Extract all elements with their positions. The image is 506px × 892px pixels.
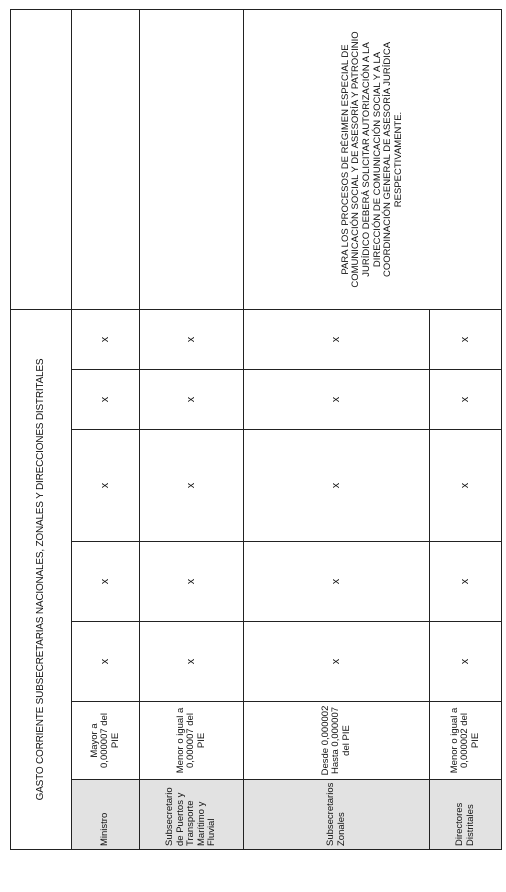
- note-cell: [140, 10, 244, 310]
- authorization-table: [10, 9, 502, 850]
- mark-cell: x: [430, 370, 502, 430]
- mark-cell: x: [140, 310, 244, 370]
- role-cell: Directores Distritales: [430, 780, 502, 850]
- mark-cell: x: [72, 310, 140, 370]
- mark-cell: x: [72, 430, 140, 542]
- mark-cell: x: [430, 542, 502, 622]
- threshold-cell: Mayor a 0,000007 del PIE: [72, 702, 140, 780]
- mark-cell: x: [72, 622, 140, 702]
- mark-cell: x: [140, 370, 244, 430]
- table-title: GASTO CORRIENTE SUBSECRETARIAS NACIONALES, ZONALES Y DIRECCIONES DISTRITALES: [11, 310, 72, 850]
- role-cell: Subsecretarios Zonales: [244, 780, 430, 850]
- mark-cell: x: [140, 622, 244, 702]
- header-empty-cell: [11, 10, 72, 310]
- mark-cell: x: [430, 430, 502, 542]
- note-cell: [72, 10, 140, 310]
- mark-cell: x: [140, 542, 244, 622]
- threshold-cell: Menor o igual a 0,000007 del PIE: [140, 702, 244, 780]
- mark-cell: x: [244, 430, 430, 542]
- role-cell: Ministro: [72, 780, 140, 850]
- mark-cell: x: [244, 370, 430, 430]
- threshold-cell: Desde 0,000002 Hasta 0,000007 del PIE: [244, 702, 430, 780]
- mark-cell: x: [244, 622, 430, 702]
- mark-cell: x: [430, 310, 502, 370]
- mark-cell: x: [244, 310, 430, 370]
- mark-cell: x: [244, 542, 430, 622]
- table-header-row: [11, 10, 72, 850]
- mark-cell: x: [72, 542, 140, 622]
- table-row-subsecretarios-zonales: [244, 10, 430, 850]
- table-row-ministro: [72, 10, 140, 850]
- table-row-subsecretario-puertos: [140, 10, 244, 850]
- mark-cell: x: [430, 622, 502, 702]
- mark-cell: x: [72, 370, 140, 430]
- mark-cell: x: [140, 430, 244, 542]
- threshold-cell: Menor o igual a 0,000002 del PIE: [430, 702, 502, 780]
- note-cell: PARA LOS PROCESOS DE RÉGIMEN ESPECIAL DE COMUNICACIÓN SOCIAL Y DE ASESORÍA Y PATROCINIO JURÍDICO DEBERÁ SOLICITAR AUTORIZACIÓN A LA DIRECCIÓN DE COMUNICACIÓN SOCIAL Y A LA COORDINACIÓN GENERAL DE ASESORÍA JURÍDICA RESPECTIVAMENTE.: [244, 10, 502, 310]
- rotated-table-container: [10, 10, 496, 850]
- role-cell: Subsecretario de Puertos y Transporte Marítimo y Fluvial: [140, 780, 244, 850]
